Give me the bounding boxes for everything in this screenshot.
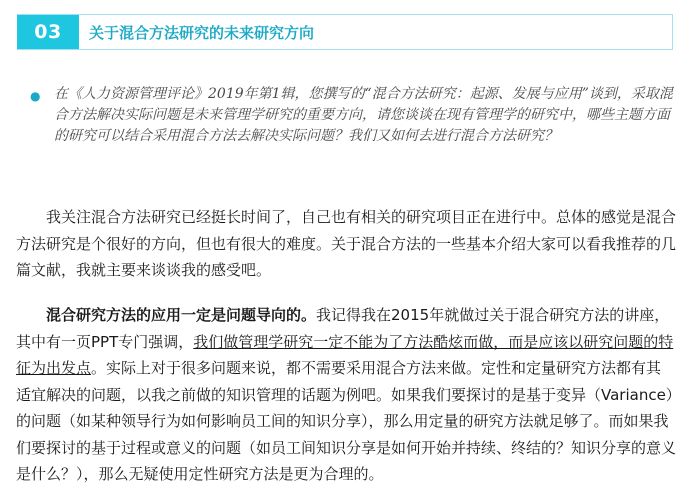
section-title: 关于混合方法研究的未来研究方向 (89, 23, 315, 42)
answer-paragraph-2 (16, 302, 676, 488)
bullet-icon: ● (30, 89, 41, 103)
question-text: 在《人力资源管理评论》2019年第1辑，您撰写的“混合方法研究：起源、发展与应用”谈到，采取混合方法解决实际问题是未来管理学研究的重要方向，请您谈谈在现有管理学的研究中，哪些主题方面的研究可以结合采用混合方法去解决实际问题？我们又如何去进行混合方法研究？ (54, 86, 673, 144)
paragraph-text-b: 。实际上对于很多问题来说，都不需要采用混合方法来做。定性和定量研究方法都有其适宜解决的问题，以我之前做的知识管理的话题为例吧。如果我们要探讨的是基于变异（Variance）的问题（如某种领导行为如何影响员工间的知识分享），那么用定量的研究方法就足够了。而如果我们要探讨的基于过程或意义的问题（如员工间知识分享是如何开始并持续、终结的？知识分享的意义是什么？），那么无疑使用定性研究方法是更为合理的。 (16, 359, 677, 483)
section-number: 03 (17, 15, 79, 49)
section-header (17, 14, 673, 50)
underlined-statement: 我们做管理学研究一定不能为了方法酷炫而做，而是应该以研究问题的特征为出发点 (16, 332, 674, 377)
paragraph-text-a: 我记得我在2015年就做过关于混合研究方法的讲座，其中有一页PPT专门强调， (16, 306, 670, 351)
interview-question (32, 84, 680, 147)
paragraph-lead-bold: 混合研究方法的应用一定是问题导向的。 (46, 306, 317, 324)
answer-paragraph-1: 我关注混合方法研究已经挺长时间了，自己也有相关的研究项目正在进行中。总体的感觉是混合方法研究是个很好的方向，但也有很大的难度。关于混合方法的一些基本介绍大家可以看我推荐的几篇文献，我就主要来谈谈我的感受吧。 (16, 208, 677, 279)
